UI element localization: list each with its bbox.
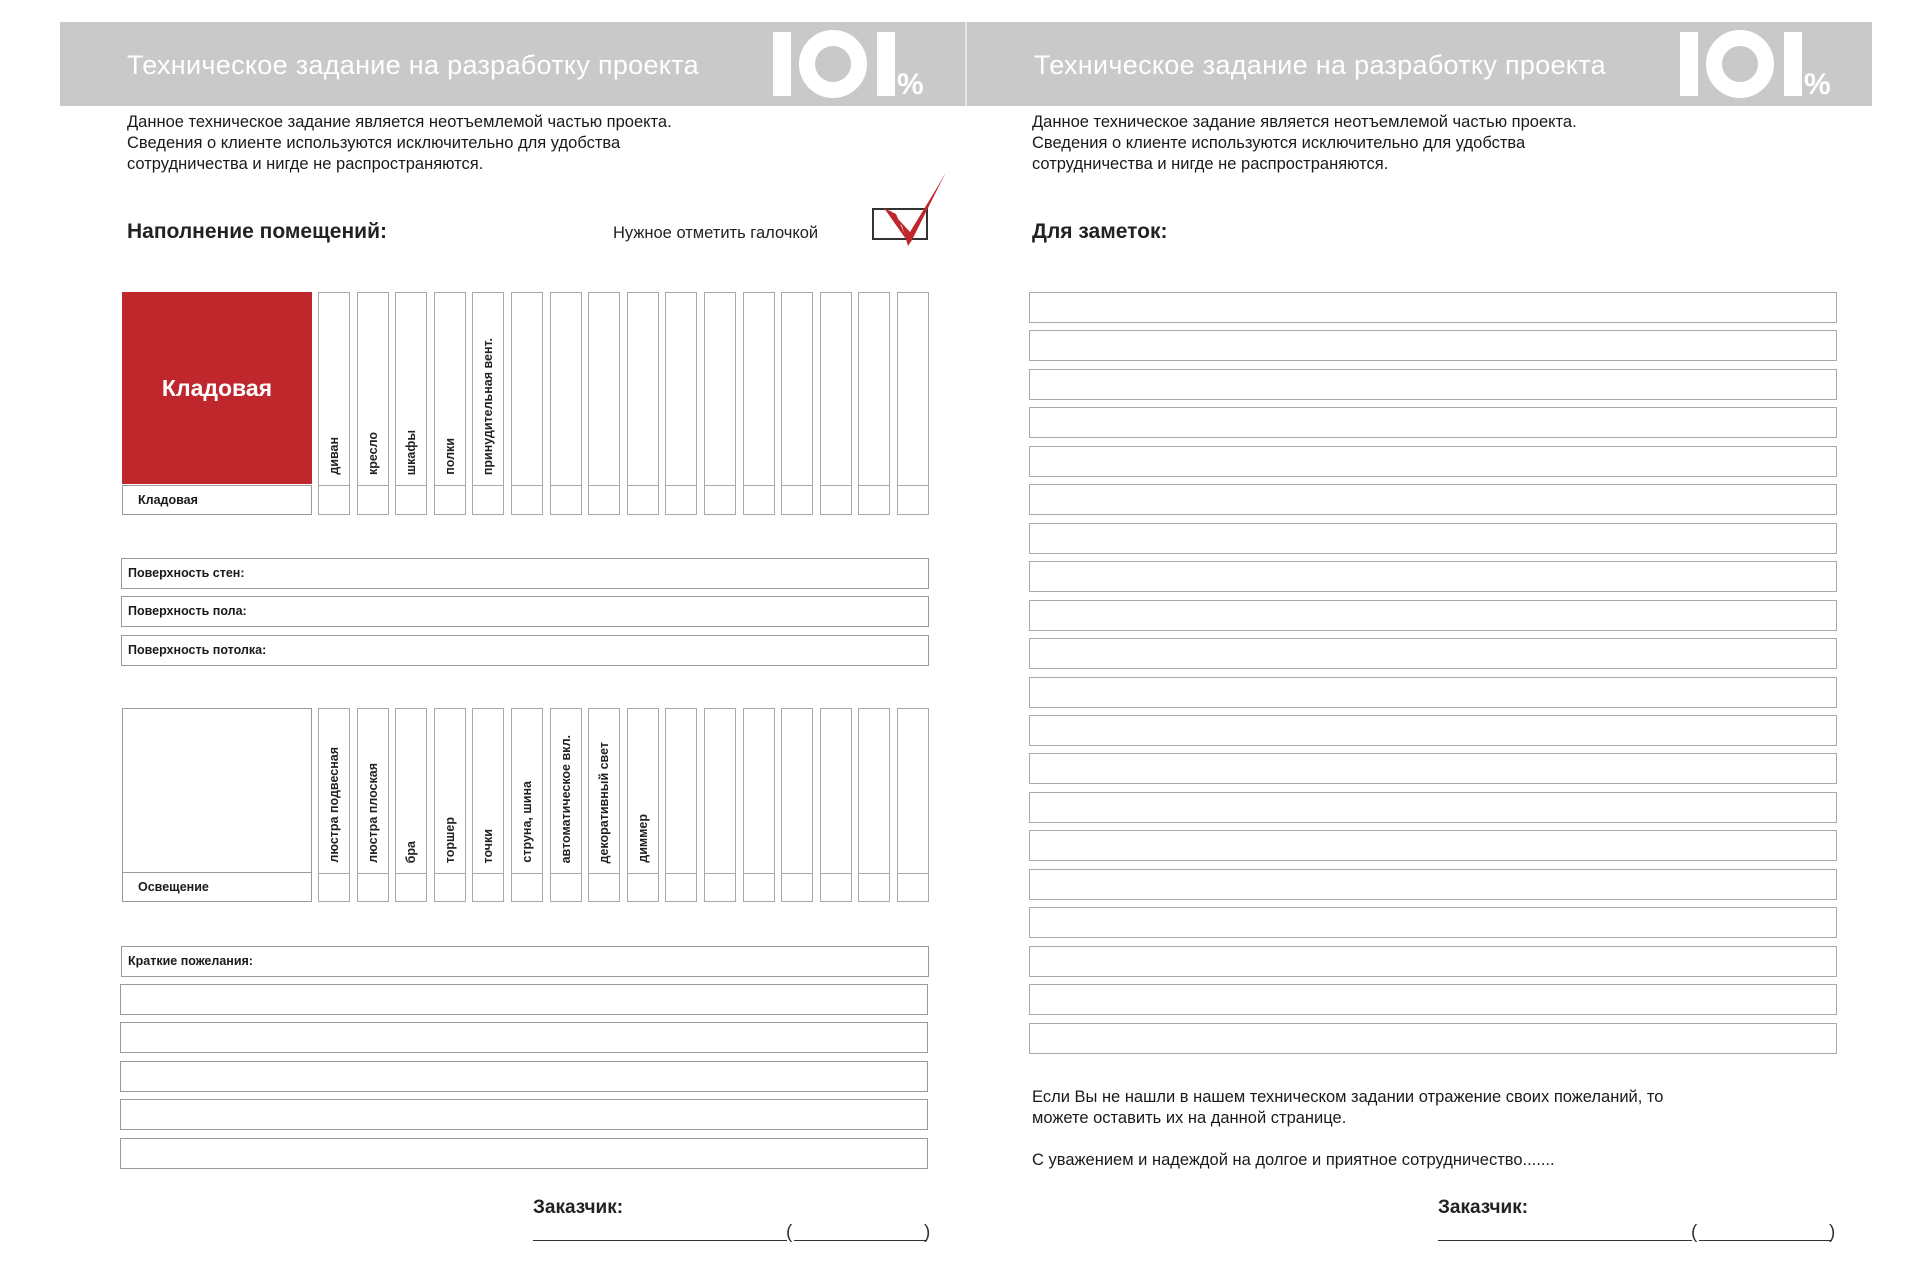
regards-text: С уважением и надеждой на долгое и приятное сотрудничество....... [1032, 1151, 1555, 1169]
svg-text:%: % [897, 68, 924, 100]
checkbox-cell-divider [435, 873, 465, 874]
checklist-column[interactable] [820, 708, 852, 902]
notes-line[interactable] [1029, 907, 1837, 938]
checklist-column[interactable] [395, 708, 427, 902]
notes-line[interactable] [1029, 946, 1837, 977]
notes-line[interactable] [1029, 830, 1837, 861]
checklist-column[interactable] [858, 708, 890, 902]
room-row-label: Кладовая [122, 485, 312, 515]
notes-line[interactable] [1029, 523, 1837, 554]
wall-surface-field[interactable]: Поверхность стен: [121, 558, 929, 589]
checklist-column[interactable] [743, 708, 775, 902]
section-title: Наполнение помещений: [127, 220, 387, 243]
customer-label: Заказчик: [533, 1197, 624, 1218]
checkbox-cell-divider [666, 485, 696, 486]
floor-surface-field[interactable]: Поверхность пола: [121, 596, 929, 627]
checklist-column[interactable] [820, 292, 852, 515]
notes-line[interactable] [1029, 984, 1837, 1015]
signature-line[interactable] [533, 1240, 787, 1241]
checkbox-cell-divider [744, 873, 774, 874]
notes-line[interactable] [1029, 600, 1837, 631]
checklist-column-label: диммер [635, 814, 650, 863]
checkbox-cell-divider [551, 485, 581, 486]
checkbox-cell-divider [705, 873, 735, 874]
header-title: Техническое задание на разработку проекта [127, 50, 699, 80]
checkbox-cell-divider [358, 873, 388, 874]
checkbox-cell-divider [319, 873, 349, 874]
intro-text: Данное техническое задание является неотъемлемой частью проекта. Сведения о клиенте используются исключительно для удобства сотрудничества и нигде не распространяются. [1032, 113, 1577, 173]
svg-text:%: % [1804, 68, 1831, 100]
checklist-column-label: бра [404, 840, 419, 863]
checkbox-cell-divider [821, 873, 851, 874]
checklist-column-label: декоративный свет [597, 741, 612, 863]
checkbox-cell-divider [898, 485, 928, 486]
checkbox-cell-divider [473, 485, 503, 486]
room-name-swatch: Кладовая [122, 292, 312, 484]
notes-line[interactable] [1029, 1023, 1837, 1054]
notes-line[interactable] [1029, 753, 1837, 784]
logo-101-percent-icon [771, 28, 941, 100]
checklist-column[interactable] [318, 292, 350, 515]
wishes-line[interactable] [120, 1061, 928, 1092]
checkbox-cell-divider [628, 485, 658, 486]
name-line[interactable] [794, 1240, 927, 1241]
wishes-field[interactable]: Краткие пожелания: [121, 946, 929, 977]
checkbox-cell-divider [512, 873, 542, 874]
logo-101-percent-icon [1678, 28, 1848, 100]
paren-close: ) [1829, 1222, 1836, 1243]
notes-line[interactable] [1029, 407, 1837, 438]
ceiling-surface-field[interactable]: Поверхность потолка: [121, 635, 929, 666]
checkbox-cell-divider [859, 485, 889, 486]
right-page [965, 0, 1870, 1272]
checklist-column[interactable] [357, 708, 389, 902]
wishes-line[interactable] [120, 1099, 928, 1130]
checkbox-cell-divider [705, 485, 735, 486]
checklist-column[interactable] [781, 708, 813, 902]
checklist-column-label: шкафы [404, 429, 419, 475]
check-hint: Нужное отметить галочкой [613, 224, 819, 242]
notes-line[interactable] [1029, 561, 1837, 592]
page-header [965, 22, 1872, 106]
checklist-column[interactable] [858, 292, 890, 515]
checkbox-cell-divider [319, 485, 349, 486]
checkbox-cell-divider [435, 485, 465, 486]
checklist-column[interactable] [472, 708, 504, 902]
paren-open: ( [1691, 1222, 1698, 1243]
checklist-column-label: диван [327, 437, 341, 475]
header-title: Техническое задание на разработку проекта [1034, 50, 1606, 80]
checkbox-cell-divider [782, 485, 812, 486]
checklist-column[interactable] [357, 292, 389, 515]
checklist-column-label: торшер [442, 816, 457, 863]
checkbox-cell-divider [512, 485, 542, 486]
checklist-column-label: автоматическое вкл. [558, 734, 573, 863]
notes-line[interactable] [1029, 446, 1837, 477]
red-checkmark-icon [872, 168, 950, 252]
intro-text: Данное техническое задание является неотъемлемой частью проекта. Сведения о клиенте используются исключительно для удобства сотрудничества и нигде не распространяются. [127, 113, 672, 173]
left-page [60, 0, 965, 1272]
notes-line[interactable] [1029, 330, 1837, 361]
checkbox-cell-divider [821, 485, 851, 486]
notes-line[interactable] [1029, 792, 1837, 823]
lighting-blank-cell [122, 708, 312, 872]
checkbox-cell-divider [551, 873, 581, 874]
checklist-column-label: люстра плоская [365, 763, 380, 863]
checklist-column-label: принудительная вент. [481, 337, 496, 475]
name-line[interactable] [1699, 1240, 1832, 1241]
checklist-column-label: струна, шина [520, 781, 534, 863]
checkbox-cell-divider [473, 873, 503, 874]
wishes-line[interactable] [120, 1138, 928, 1169]
signature-line[interactable] [1438, 1240, 1692, 1241]
notes-title: Для заметок: [1032, 220, 1168, 243]
customer-label: Заказчик: [1438, 1197, 1529, 1218]
checkbox-cell-divider [358, 485, 388, 486]
notes-line[interactable] [1029, 484, 1837, 515]
paren-open: ( [786, 1222, 793, 1243]
checkbox-cell-divider [898, 873, 928, 874]
checklist-column[interactable] [665, 708, 697, 902]
checklist-column[interactable] [897, 292, 929, 515]
checklist-column[interactable] [897, 708, 929, 902]
notes-line[interactable] [1029, 292, 1837, 323]
notes-line[interactable] [1029, 715, 1837, 746]
closing-text: Если Вы не нашли в нашем техническом задании отражение своих пожеланий, то можете оставить их на данной странице. [1032, 1088, 1664, 1127]
checklist-column[interactable] [588, 708, 620, 902]
checklist-column[interactable] [588, 292, 620, 515]
checklist-column[interactable] [550, 292, 582, 515]
checkbox-cell-divider [396, 485, 426, 486]
wishes-line[interactable] [120, 984, 928, 1015]
checkbox-cell-divider [744, 485, 774, 486]
checkbox-cell-divider [628, 873, 658, 874]
checklist-column-label: полки [442, 438, 457, 475]
checklist-column[interactable] [627, 292, 659, 515]
checklist-column-label: точки [481, 828, 496, 863]
checkbox-cell-divider [782, 873, 812, 874]
checklist-column[interactable] [743, 292, 775, 515]
lighting-row-label: Освещение [122, 872, 312, 902]
checkbox-cell-divider [396, 873, 426, 874]
checklist-column[interactable] [434, 708, 466, 902]
paren-close: ) [924, 1222, 931, 1243]
notes-line[interactable] [1029, 677, 1837, 708]
checklist-column[interactable] [511, 292, 543, 515]
checklist-column[interactable] [781, 292, 813, 515]
checkbox-cell-divider [666, 873, 696, 874]
notes-line[interactable] [1029, 638, 1837, 669]
checklist-column[interactable] [318, 708, 350, 902]
checklist-column-label: люстра подвесная [327, 747, 341, 863]
notes-line[interactable] [1029, 869, 1837, 900]
checklist-column[interactable] [704, 708, 736, 902]
checklist-column[interactable] [472, 292, 504, 515]
notes-line[interactable] [1029, 369, 1837, 400]
checklist-column[interactable] [550, 708, 582, 902]
wishes-line[interactable] [120, 1022, 928, 1053]
checkbox-cell-divider [859, 873, 889, 874]
checklist-column[interactable] [511, 708, 543, 902]
checklist-column[interactable] [627, 708, 659, 902]
page-header [60, 22, 965, 106]
checklist-column[interactable] [434, 292, 466, 515]
checklist-column[interactable] [665, 292, 697, 515]
checkbox-cell-divider [589, 873, 619, 874]
checklist-column[interactable] [704, 292, 736, 515]
checkbox-cell-divider [589, 485, 619, 486]
checklist-column-label: кресло [365, 431, 380, 475]
checklist-column[interactable] [395, 292, 427, 515]
